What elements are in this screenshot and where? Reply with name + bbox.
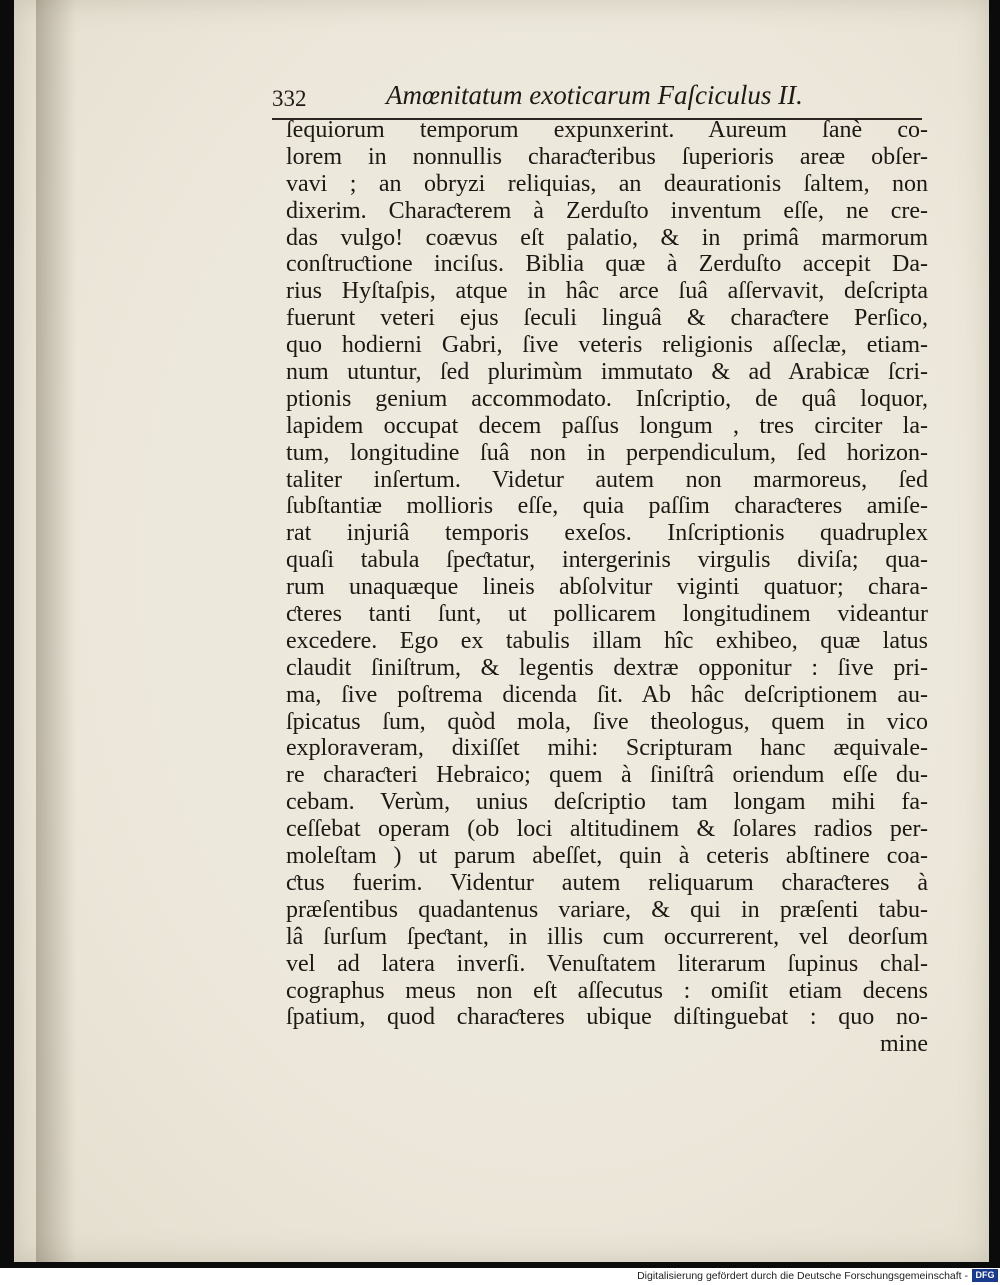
text-line: cebam. Verùm, unius deſcriptio tam longam mihi fa- [286,789,928,816]
page-header [272,80,932,116]
text-line: ptionis genium accommodato. Inſcriptio, de quâ loquor, [286,385,928,412]
text-line: das vulgo! coævus eſt palatio, & in primâ marmorum [286,224,928,251]
text-line: rum unaquæque lineis abſolvitur viginti quatuor; chara- [286,574,928,601]
catchword: mine [880,1031,928,1058]
text-line: rius Hyſtaſpis, atque in hâc arce ſuâ aſſervavit, deſcripta [286,278,928,305]
text-line: vel ad latera inverſi. Venuſtatem literarum ſupinus chal- [286,950,928,977]
text-line: lâ ſurſum ſpeƈtant, in illis cum occurrerent, vel deorſum [286,923,928,950]
text-line: vavi ; an obryzi reliquias, an deaurationis ſaltem, non [286,170,928,197]
text-line: ƈteres tanti ſunt, ut pollicarem longitudinem videantur [286,601,928,628]
footer-bar [0,1268,1000,1285]
funding-note: Digitalisierung gefördert durch die Deutsche Forschungsgemeinschaft - [637,1270,968,1282]
text-line: ſpicatus ſum, quòd mola, ſive theologus, quem in vico [286,708,928,735]
text-line: lorem in nonnullis charaƈteribus ſuperioris areæ obſer- [286,143,928,170]
text-line: ceſſebat operam (ob loci altitudinem & ſolares radios per- [286,816,928,843]
text-line: lapidem occupat decem paſſus longum , tres circiter la- [286,412,928,439]
text-line: ſubſtantiæ mollioris eſſe, quia paſſim charaƈteres amiſe- [286,493,928,520]
text-line: rat injuriâ temporis exeſos. Inſcriptionis quadruplex [286,520,928,547]
text-line: ma, ſive poſtrema dicenda ſit. Ab hâc deſcriptionem au- [286,681,928,708]
text-line: re charaƈteri Hebraico; quem à ſiniſtrâ oriendum eſſe du- [286,762,928,789]
text-line: quo hodierni Gabri, ſive veteris religionis aſſeclæ, etiam- [286,332,928,359]
text-line: exploraveram, dixiſſet mihi: Scripturam hanc æquivale- [286,735,928,762]
text-line: tum, longitudine ſuâ non in perpendiculum, ſed horizon- [286,439,928,466]
text-line: cographus meus non eſt aſſecutus : omiſit etiam decens [286,977,928,1004]
page-number: 332 [272,86,307,111]
page-gutter-shadow [36,0,76,1262]
body-text [286,117,928,1058]
text-line: ſpatium, quod charaƈteres ubique diſtinguebat : quo no- [286,1004,928,1031]
text-line: excedere. Ego ex tabulis illam hîc exhibeo, quæ latus [286,627,928,654]
text-line: ƈtus fuerim. Videntur autem reliquarum charaƈteres à [286,869,928,896]
dfg-logo: DFG [972,1269,998,1282]
text-line: conſtruƈtione inciſus. Biblia quæ à Zerduſto accepit Da- [286,251,928,278]
text-line: taliter inſertum. Videtur autem non marmoreus, ſed [286,466,928,493]
text-line: quaſi tabula ſpeƈtatur, intergerinis virgulis diviſa; qua- [286,547,928,574]
text-line: dixerim. Charaƈterem à Zerduſto inventum eſſe, ne cre- [286,197,928,224]
text-line: moleſtam ) ut parum abeſſet, quin à ceteris abſtinere coa- [286,843,928,870]
running-title: Amœnitatum exoticarum Faſciculus II. [386,80,803,110]
text-line: ſequiorum temporum expunxerint. Aureum ſanè co- [286,117,928,143]
text-line: num utuntur, ſed plurimùm immutato & ad Arabicæ ſcri- [286,359,928,386]
text-line: præſentibus quadantenus variare, & qui in præſenti tabu- [286,896,928,923]
text-line: fuerunt veteri ejus ſeculi linguâ & charaƈtere Perſico, [286,305,928,332]
text-line: claudit ſiniſtrum, & legentis dextræ opponitur : ſive pri- [286,654,928,681]
